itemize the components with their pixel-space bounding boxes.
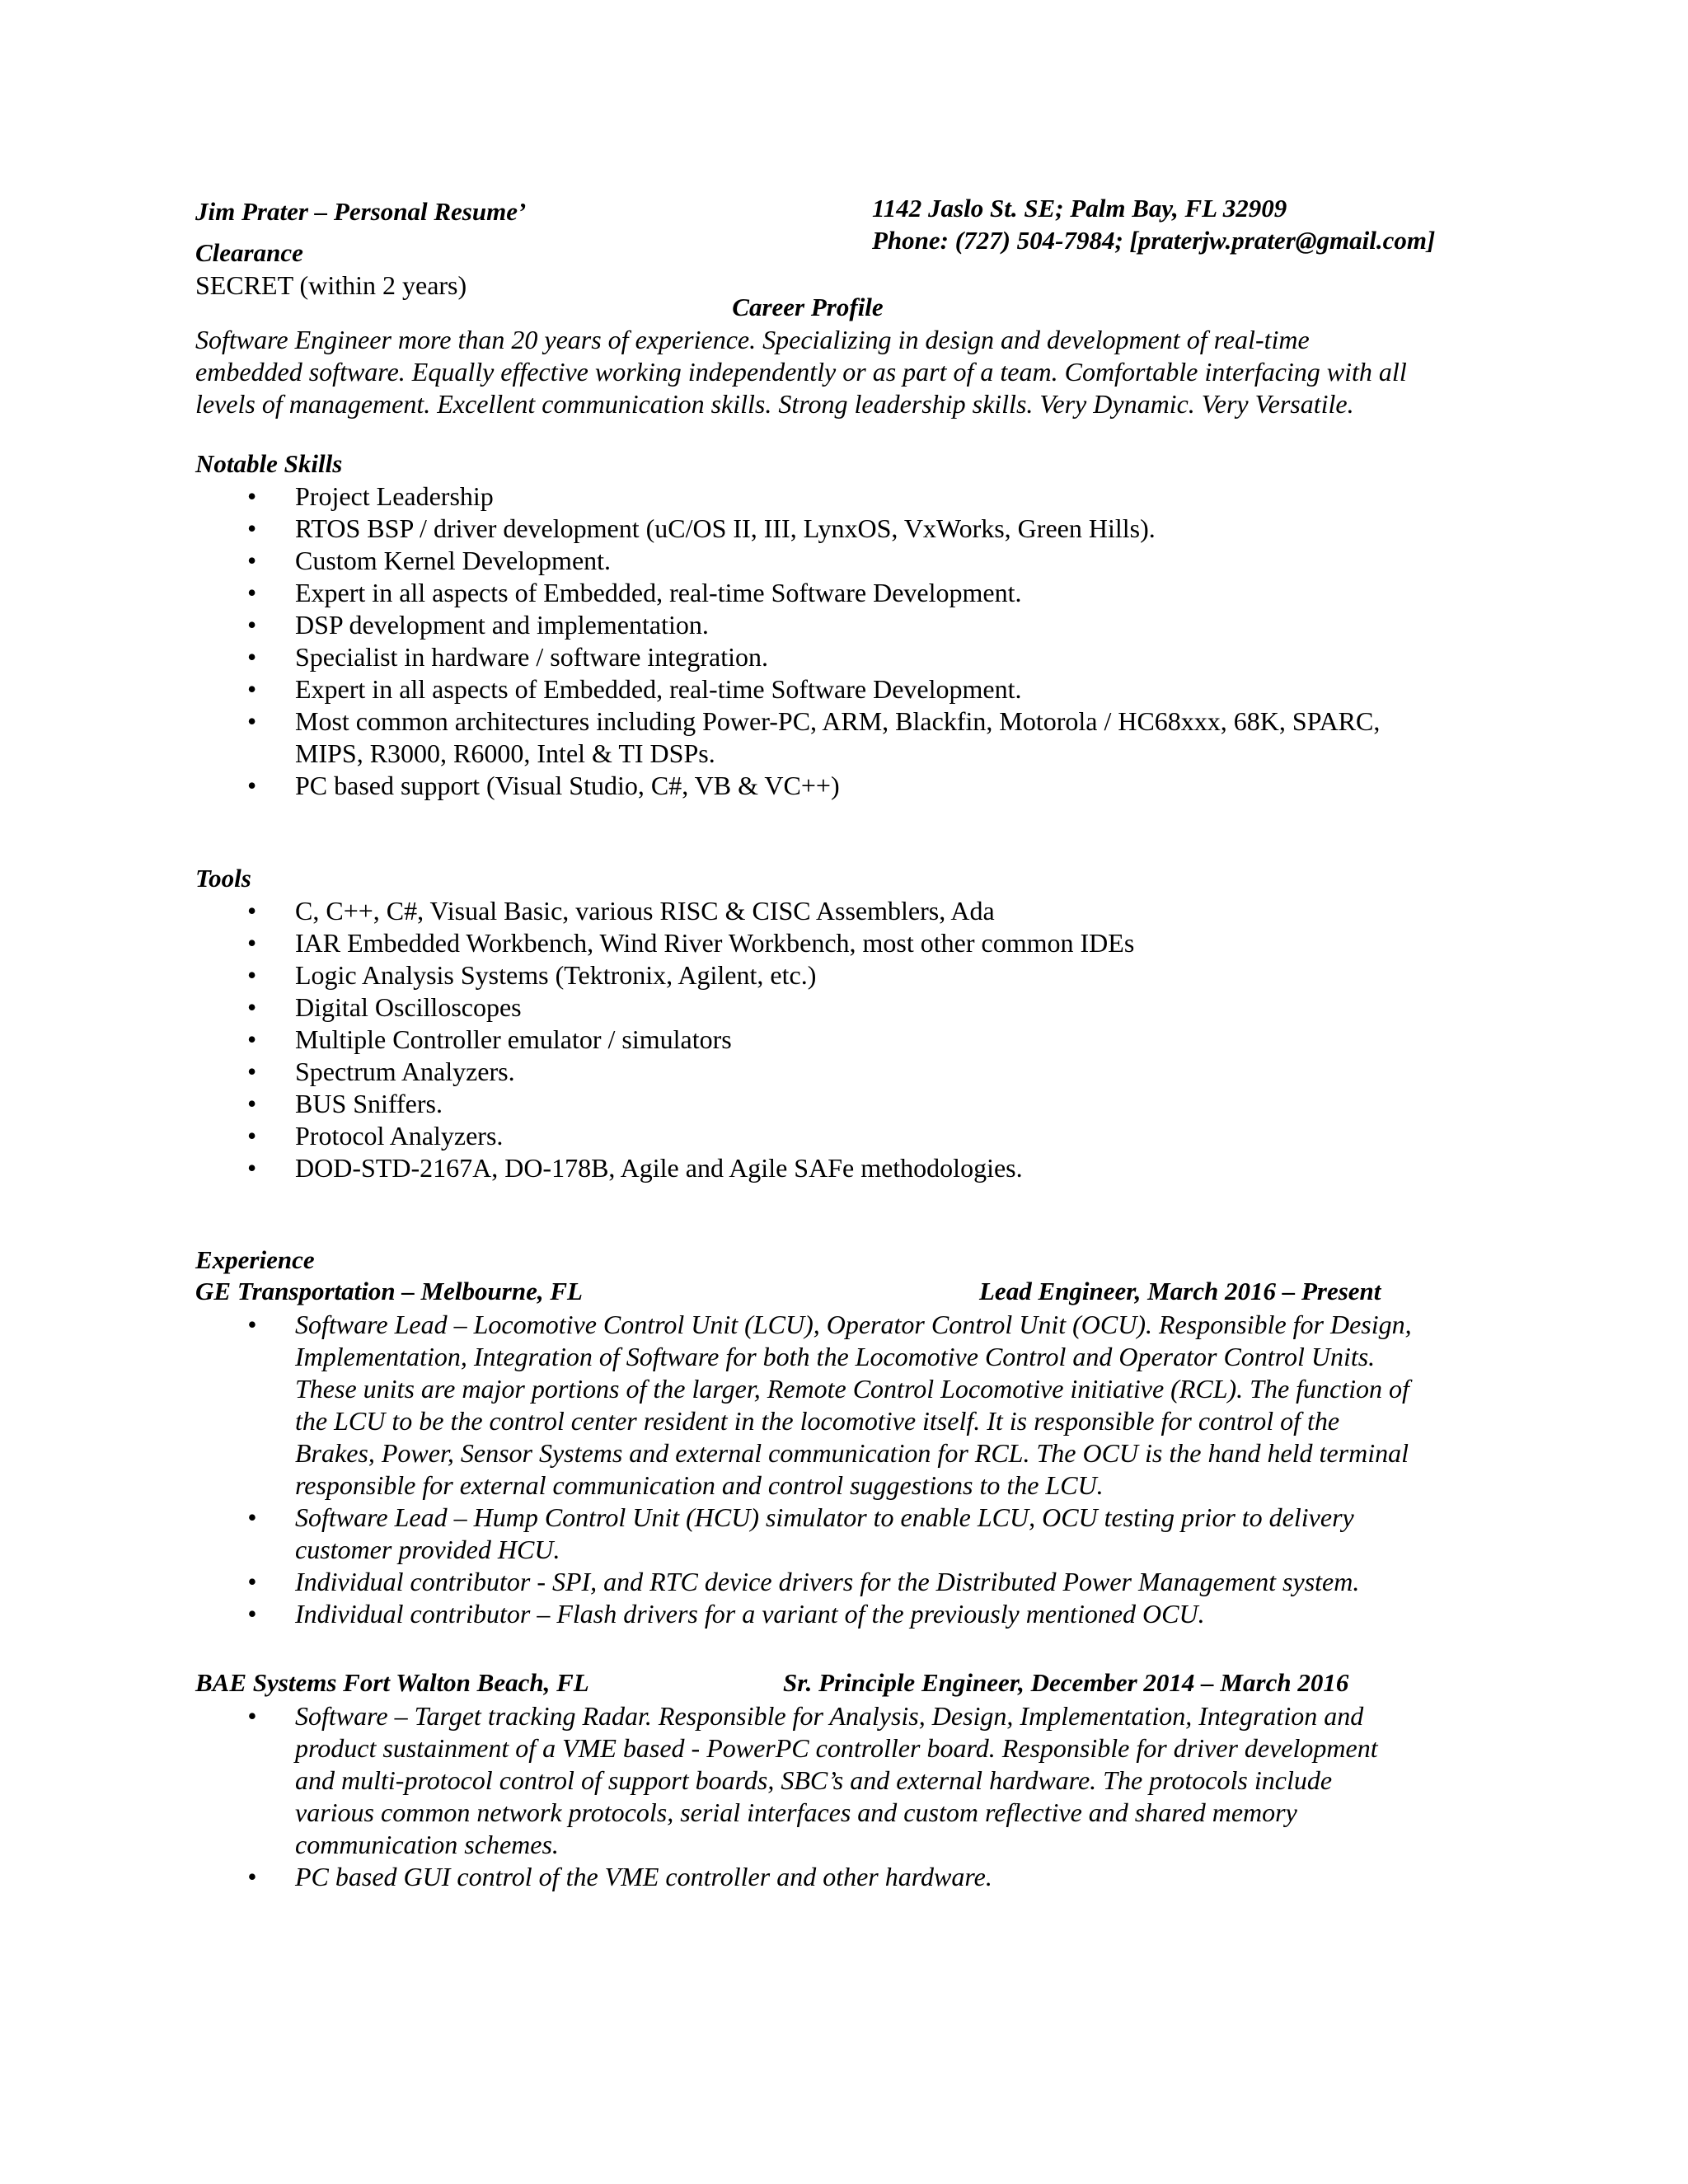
bullet-text: • Spectrum Analyzers. [295,1057,515,1086]
bullet-item [247,480,1533,513]
job-company: GE Transportation – Melbourne, FL [195,1277,583,1305]
clearance-value: SECRET (within 2 years) [195,270,467,300]
bullet-item [247,1566,1533,1598]
bullet-text: • Multiple Controller emulator / simulators [295,1024,732,1054]
bullet-text: • DOD-STD-2167A, DO-178B, Agile and Agile SAFe methodologies. [295,1153,1023,1183]
bullet-text: • PC based support (Visual Studio, C#, VB & VC++) [295,771,840,800]
bullet-text: • Protocol Analyzers. [295,1121,504,1151]
bullet-item [247,513,1533,545]
bullet-text: responsible for external communication and control suggestions to the LCU. [295,1470,1104,1500]
resume-title: Jim Prater – Personal Resume’ [195,197,527,226]
bullet-text: • Expert in all aspects of Embedded, real-time Software Development. [295,674,1022,704]
tools-heading: Tools [195,864,251,893]
bullet-item [247,577,1533,609]
tools-list [247,895,1533,1184]
bullet-text: • IAR Embedded Workbench, Wind River Workbench, most other common IDEs [295,928,1135,958]
bullet-item [247,1598,1533,1630]
bullet-item [247,1088,1533,1120]
career-profile-line: embedded software. Equally effective working independently or as part of a team. Comfortable interfacing with all [195,357,1407,387]
career-profile-text [195,324,1514,420]
bullet-item [247,1700,1533,1861]
bullet-text: MIPS, R3000, R6000, Intel & TI DSPs. [295,738,715,768]
bullet-item [247,959,1533,991]
bullet-item [247,1861,1533,1893]
bullet-item [247,895,1533,927]
bullet-text: • Custom Kernel Development. [295,546,612,575]
bullet-text: • Project Leadership [295,481,494,511]
career-profile-line: Software Engineer more than 20 years of experience. Specializing in design and development of real-time [195,325,1310,354]
bullet-item [247,991,1533,1024]
bullet-item [247,641,1533,673]
career-profile-heading: Career Profile [732,293,884,321]
bullet-item [247,1056,1533,1088]
bullet-text: • Digital Oscilloscopes [295,992,522,1022]
bullet-text: • Specialist in hardware / software integration. [295,642,769,672]
bullet-text: • Software – Target tracking Radar. Responsible for Analysis, Design, Implementation, Integration and [295,1701,1364,1731]
bullet-text: • Individual contributor – Flash drivers for a variant of the previously mentioned OCU. [295,1599,1205,1629]
bullet-text: • Most common architectures including Power-PC, ARM, Blackfin, Motorola / HC68xxx, 68K, SPARC, [295,706,1381,736]
bullet-item [247,1502,1533,1566]
bullet-item [247,609,1533,641]
bullet-text: These units are major portions of the larger, Remote Control Locomotive initiative (RCL). The function of [295,1374,1409,1404]
bullet-text: various common network protocols, serial interfaces and custom reflective and shared memory [295,1797,1297,1827]
bullet-text: product sustainment of a VME based - PowerPC controller board. Responsible for driver development [295,1733,1378,1763]
clearance-heading: Clearance [195,238,303,267]
experience-heading: Experience [195,1245,315,1274]
bullet-text: • RTOS BSP / driver development (uC/OS II, III, LynxOS, VxWorks, Green Hills). [295,513,1156,543]
bullet-item [247,705,1533,770]
bullet-text: customer provided HCU. [295,1535,560,1564]
notable-skills-list [247,480,1533,802]
bullet-text: communication schemes. [295,1830,559,1859]
bullet-item [247,770,1533,802]
bullet-item [247,545,1533,577]
job-role: Sr. Principle Engineer, December 2014 – March 2016 [783,1668,1349,1697]
bullet-item [247,673,1533,705]
career-profile-line: levels of management. Excellent communication skills. Strong leadership skills. Very Dynamic. Very Versatile. [195,389,1354,419]
address: 1142 Jaslo St. SE; Palm Bay, FL 32909 [872,194,1287,223]
bullet-text: • DSP development and implementation. [295,610,709,640]
bullet-item [247,1152,1533,1184]
phone-email: Phone: (727) 504-7984; [praterjw.prater@gmail.com] [872,226,1436,255]
bullet-text: • Software Lead – Hump Control Unit (HCU) simulator to enable LCU, OCU testing prior to delivery [295,1502,1354,1532]
bullet-text: • BUS Sniffers. [295,1089,443,1118]
bullet-text: • Individual contributor - SPI, and RTC device drivers for the Distributed Power Management system. [295,1567,1360,1596]
bullet-item [247,1309,1533,1502]
bullet-text: • Logic Analysis Systems (Tektronix, Agilent, etc.) [295,960,817,990]
bullet-text: Brakes, Power, Sensor Systems and external communication for RCL. The OCU is the hand held terminal [295,1438,1409,1468]
bullet-item [247,1120,1533,1152]
bullet-text: • PC based GUI control of the VME controller and other hardware. [295,1862,992,1891]
bullet-item [247,927,1533,959]
bullet-text: • Expert in all aspects of Embedded, real-time Software Development. [295,578,1022,607]
bullet-text: the LCU to be the control center resident in the locomotive itself. It is responsible for control of the [295,1406,1340,1436]
bullet-text: • Software Lead – Locomotive Control Unit (LCU), Operator Control Unit (OCU). Responsible for Design, [295,1310,1412,1339]
job-role: Lead Engineer, March 2016 – Present [979,1277,1381,1305]
bullet-item [247,1024,1533,1056]
job-company: BAE Systems Fort Walton Beach, FL [195,1668,589,1697]
bullet-text: • C, C++, C#, Visual Basic, various RISC & CISC Assemblers, Ada [295,896,995,926]
bullet-text: Implementation, Integration of Software for both the Locomotive Control and Operator Control Units. [295,1342,1376,1371]
job-duties-list [247,1309,1533,1630]
notable-skills-heading: Notable Skills [195,449,343,478]
bullet-text: and multi-protocol control of support boards, SBC’s and external hardware. The protocols include [295,1765,1333,1795]
job-duties-list [247,1700,1533,1893]
